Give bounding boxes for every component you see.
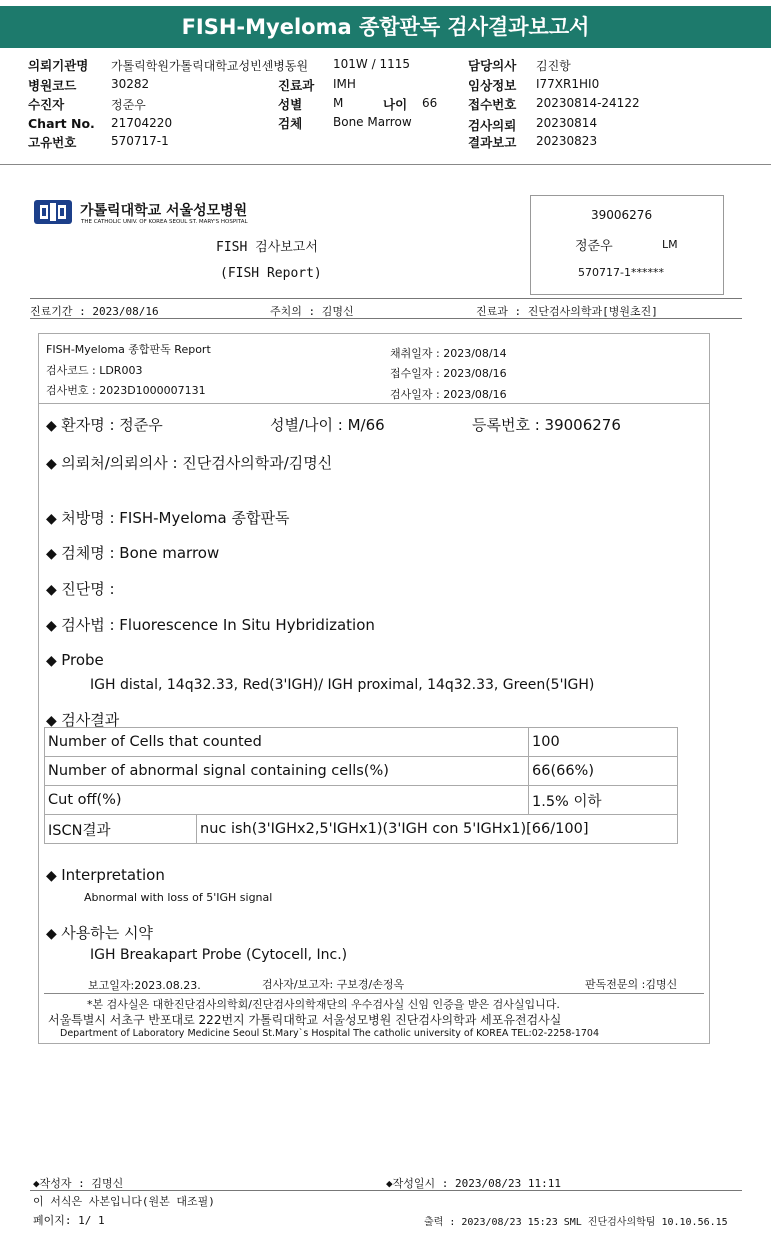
reagent-text: IGH Breakapart Probe (Cytocell, Inc.) xyxy=(90,947,348,963)
idbox-lm: LM xyxy=(662,238,678,251)
patient-name: 환자명 : 정준우 xyxy=(61,416,163,434)
examiner: 검사자/보고자: 구보경/손정옥 xyxy=(262,978,405,991)
page-number: 페이지: 1/ 1 xyxy=(33,1214,105,1227)
test-method: 검사법 : Fluorescence In Situ Hybridization xyxy=(61,616,375,634)
specimen-value: Bone Marrow xyxy=(333,115,412,129)
bullet-diamond-icon: ◆ xyxy=(46,713,62,729)
patient-label: 수진자 xyxy=(28,97,65,112)
dept-value: IMH xyxy=(333,77,356,91)
doctor-value: 김진항 xyxy=(536,59,571,73)
result-label: 결과보고 xyxy=(468,135,517,150)
table-row xyxy=(45,757,678,786)
result-row-label: Number of Cells that counted xyxy=(45,728,529,757)
visit-dept: 진료과 : 진단검사의학과[병원초진] xyxy=(476,305,658,318)
reagent-label: 사용하는 시약 xyxy=(61,924,153,942)
dept-label: 진료과 xyxy=(278,78,315,93)
bullet-diamond-icon: ◆ xyxy=(46,868,62,884)
table-row xyxy=(45,815,678,844)
interpretation-label: Interpretation xyxy=(61,866,165,884)
report-date: 보고일자:2023.08.23. xyxy=(88,979,201,992)
certification-note: *본 검사실은 대한진단검사의학회/진단검사의학재단의 우수검사실 신임 인증을 받은 검사실입니다. xyxy=(87,998,560,1011)
result-row-value: 1.5% 이하 xyxy=(529,786,678,815)
report-test-no: 검사번호 : 2023D1000007131 xyxy=(46,384,206,397)
copy-note: 이 서식은 사본입니다(원본 대조필) xyxy=(33,1195,215,1208)
hospcode-value: 30282 xyxy=(111,77,150,91)
visit-bottom-line xyxy=(30,318,742,319)
receipt-label: 접수번호 xyxy=(468,97,517,112)
result-row-value: 100 xyxy=(529,728,678,757)
table-row xyxy=(45,786,678,815)
age-label: 나이 xyxy=(383,97,408,112)
patient-value: 정준우 xyxy=(111,98,146,112)
hospital-logo-icon xyxy=(33,198,73,226)
idbox-reg: 570717-1****** xyxy=(578,266,664,279)
probe-label: Probe xyxy=(61,651,104,669)
bullet-diamond-icon: ◆ xyxy=(46,582,62,598)
author: ◆작성자 : 김명신 xyxy=(33,1177,124,1190)
address-korean: 서울특별시 서초구 반포대로 222번지 가톨릭대학교 서울성모병원 진단검사의학과 세포유전검사실 xyxy=(48,1013,562,1027)
request-label: 검사의뢰 xyxy=(468,118,517,133)
probe-text: IGH distal, 14q32.33, Red(3'IGH)/ IGH proximal, 14q32.33, Green(5'IGH) xyxy=(90,677,595,693)
receipt-value: 20230814-24122 xyxy=(536,96,640,110)
result-row-label: Cut off(%) xyxy=(45,786,529,815)
report-received-date: 접수일자 : 2023/08/16 xyxy=(390,367,507,380)
specimen-label: 검체 xyxy=(278,116,303,131)
idbox-name: 정준우 xyxy=(575,239,613,254)
age-value: 66 xyxy=(422,96,438,110)
bullet-diamond-icon: ◆ xyxy=(46,653,62,669)
request-value: 20230814 xyxy=(536,116,598,130)
bullet-diamond-icon: ◆ xyxy=(46,456,62,472)
report-code: 검사코드 : LDR003 xyxy=(46,364,143,377)
specimen-name: 검체명 : Bone marrow xyxy=(61,544,220,562)
report-head-divider xyxy=(39,403,709,404)
result-value: 20230823 xyxy=(536,134,598,148)
signature-divider xyxy=(44,993,704,994)
bullet-diamond-icon: ◆ xyxy=(46,926,62,942)
attending-physician: 주치의 : 김명신 xyxy=(270,305,354,318)
hospital-logo-name: 가톨릭대학교 서울성모병원 xyxy=(80,203,248,219)
clinical-label: 임상정보 xyxy=(468,78,517,93)
hospcode-label: 병원코드 xyxy=(28,78,77,93)
doctor-label: 담당의사 xyxy=(468,58,517,73)
diagnosis: 진단명 : xyxy=(61,580,115,598)
sex-label: 성별 xyxy=(278,97,303,112)
written-datetime: ◆작성일시 : 2023/08/23 11:11 xyxy=(386,1177,561,1190)
sex-value: M xyxy=(333,96,344,110)
patient-regno: 등록번호 : 39006276 xyxy=(472,416,621,434)
visit-date: 진료기간 : 2023/08/16 xyxy=(30,305,159,318)
result-row-label: Number of abnormal signal containing cells(%) xyxy=(45,757,529,786)
report-collected-date: 채취일자 : 2023/08/14 xyxy=(390,347,507,360)
doc-title: FISH 검사보고서 xyxy=(216,240,318,255)
doc-subtitle: (FISH Report) xyxy=(220,266,322,281)
idbox-number: 39006276 xyxy=(591,208,653,222)
chart-value: 21704220 xyxy=(111,116,173,130)
unique-label: 고유번호 xyxy=(28,135,77,150)
hospital-label: 의뢰기관명 xyxy=(28,58,89,73)
bullet-diamond-icon: ◆ xyxy=(46,418,62,434)
visit-top-line xyxy=(30,298,742,299)
header-divider xyxy=(0,164,771,165)
address-english: Department of Laboratory Medicine Seoul St.Mary`s Hospital The catholic university of KOREA TEL:02-2258-1704 xyxy=(60,1028,600,1039)
bullet-diamond-icon: ◆ xyxy=(46,546,62,562)
results-label: 검사결과 xyxy=(61,711,120,729)
bullet-diamond-icon: ◆ xyxy=(46,511,62,527)
referral: 의뢰처/의뢰의사 : 진단검사의학과/김명신 xyxy=(61,454,333,472)
iscn-value: nuc ish(3'IGHx2,5'IGHx1)(3'IGH con 5'IGHx1)[66/100] xyxy=(197,815,678,844)
bullet-diamond-icon: ◆ xyxy=(46,618,62,634)
hospital-value: 가톨릭학원가톨릭대학교성빈센병동원 xyxy=(111,59,309,73)
hospital-logo-sub: THE CATHOLIC UNIV. OF KOREA SEOUL ST. MARY'S HOSPITAL xyxy=(81,219,248,225)
report-name: FISH-Myeloma 종합판독 Report xyxy=(46,343,211,356)
interpretation-text: Abnormal with loss of 5'IGH signal xyxy=(84,891,273,904)
result-row-value: 66(66%) xyxy=(529,757,678,786)
patient-sex-age: 성별/나이 : M/66 xyxy=(270,416,385,434)
results-table xyxy=(44,727,678,844)
expert-physician: 판독전문의 :김명신 xyxy=(585,978,678,991)
ward-value: 101W / 1115 xyxy=(333,57,410,71)
prescription: 처방명 : FISH-Myeloma 종합판독 xyxy=(61,509,290,527)
report-banner-title: FISH-Myeloma 종합판독 검사결과보고서 xyxy=(0,6,771,48)
unique-value: 570717-1 xyxy=(111,134,169,148)
table-row xyxy=(45,728,678,757)
iscn-label: ISCN결과 xyxy=(45,815,197,844)
chart-label: Chart No. xyxy=(28,116,95,131)
print-info: 출력 : 2023/08/23 15:23 SML 진단검사의학팀 10.10.56.15 xyxy=(424,1217,728,1228)
footer-divider xyxy=(30,1190,742,1191)
clinical-value: I77XR1HI0 xyxy=(536,77,600,91)
report-tested-date: 검사일자 : 2023/08/16 xyxy=(390,388,507,401)
